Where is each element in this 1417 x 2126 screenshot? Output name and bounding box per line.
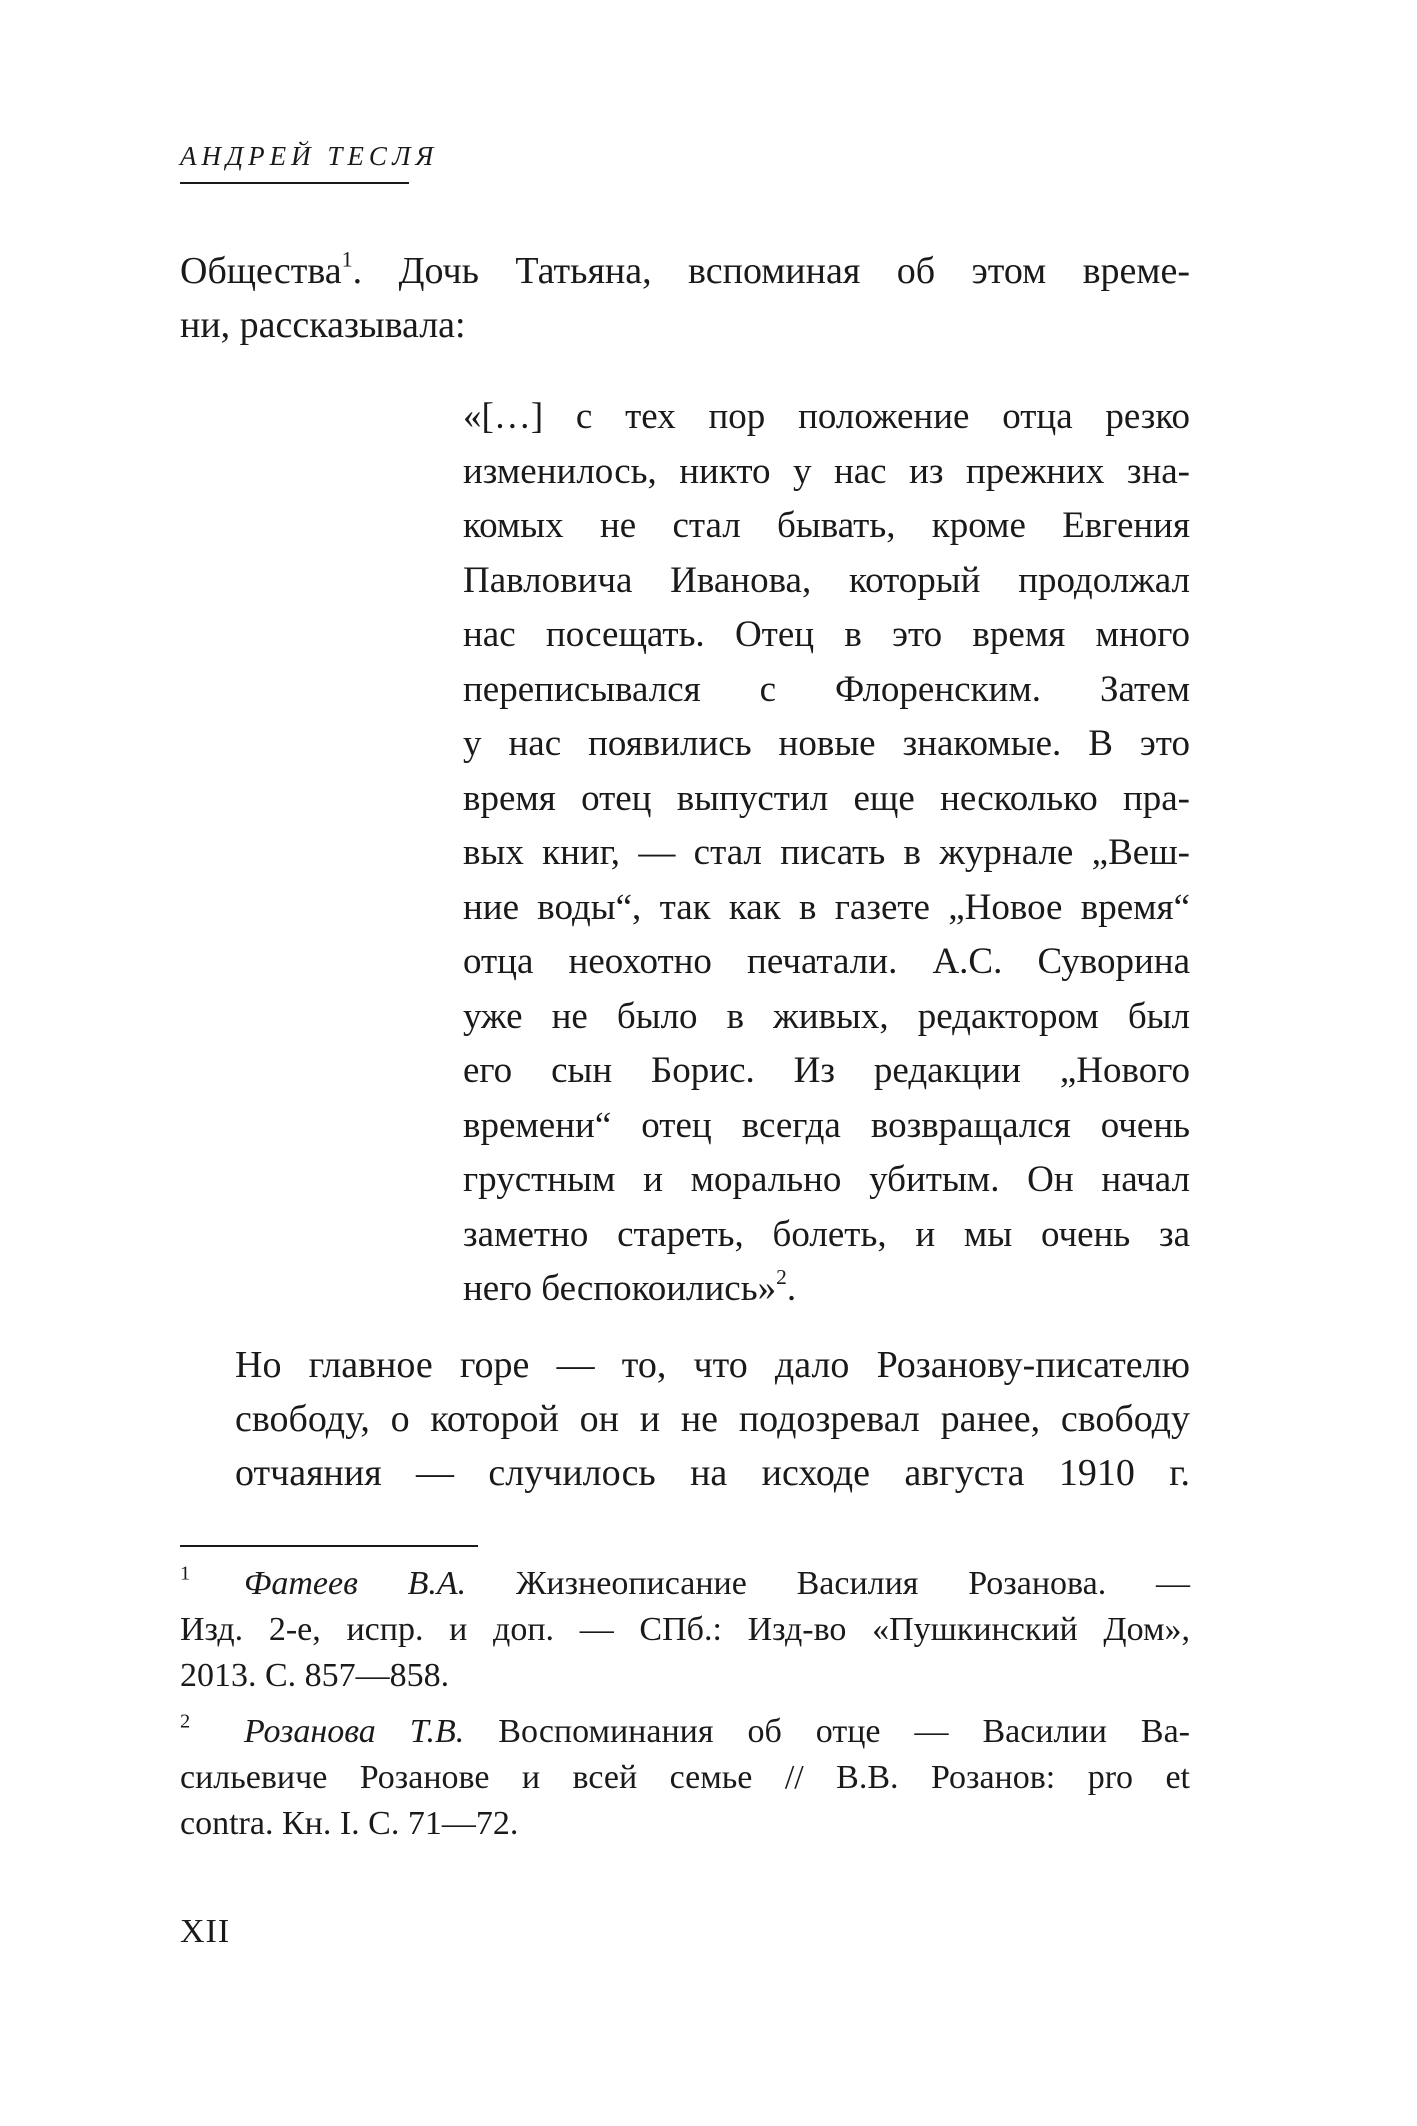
quote-line: нас посещать. Отец в это время много	[463, 614, 1190, 655]
quote-line: грустным и морально убитым. Он начал	[463, 1159, 1190, 1200]
paragraph-main	[180, 1338, 1190, 1500]
quote-line: ние воды“, так как в газете „Новое время“	[463, 886, 1190, 928]
footnote-line: 2013. С. 857—858.	[180, 1657, 450, 1694]
text-run: Воспоминания об отце — Василии Ва-	[464, 1713, 1190, 1750]
footnote-rule	[180, 1545, 478, 1547]
paragraph-line: свободу, о которой он и не подозревал ранее, свободу	[235, 1398, 1190, 1440]
running-title: АНДРЕЙ ТЕСЛЯ	[180, 141, 439, 171]
quote-line: у нас появились новые знакомые. В это	[463, 723, 1190, 764]
paragraph-line: отчаяния — случилось на исходе августа 1910 г.	[235, 1452, 1190, 1494]
footnote-line: Изд. 2-е, испр. и доп. — СПб.: Изд-во «Пушкинский Дом»,	[180, 1611, 1190, 1648]
footnote-2	[180, 1709, 1190, 1847]
footnote-line: сильевиче Розанове и всей семье // В.В. Розанов: pro et	[180, 1759, 1190, 1796]
block-quote	[463, 390, 1190, 1317]
footnote-ref: 1	[341, 246, 353, 272]
paragraph-line: ни, рассказывала:	[180, 304, 466, 346]
footnote-number	[180, 1561, 244, 1607]
quote-line: времени“ отец всегда возвращался очень	[463, 1104, 1190, 1146]
quote-line: переписывался с Флоренским. Затем	[463, 668, 1190, 710]
footnote-line: contra. Кн. I. С. 71—72.	[180, 1805, 519, 1842]
paragraph-line: Но главное горе — то, что дало Розанову-писателю	[235, 1344, 1190, 1386]
text-run: него беспокоились»	[463, 1268, 777, 1309]
text-run: Жизнеописание Василия Розанова. —	[466, 1565, 1190, 1602]
quote-line: заметно стареть, болеть, и мы очень за	[463, 1213, 1190, 1255]
header-rule	[180, 182, 409, 184]
footnote-ref: 2	[776, 1264, 787, 1289]
text-run: . Дочь Татьяна, вспоминая об этом време-	[352, 250, 1190, 292]
quote-line-last	[463, 1262, 1190, 1317]
footnote-line	[180, 1561, 1190, 1607]
quote-line: время отец выпустил еще несколько пра-	[463, 777, 1190, 819]
footnote-1	[180, 1561, 1190, 1699]
text-run: .	[786, 1268, 797, 1309]
footnote-number-label: 2	[180, 1710, 191, 1733]
quote-line: «[…] с тех пор положение отца резко	[463, 396, 1190, 437]
footnote-number-label: 1	[180, 1562, 191, 1585]
paragraph-top	[180, 244, 1190, 352]
quote-line: Павловича Иванова, который продолжал	[463, 559, 1190, 601]
paragraph-line	[180, 244, 1190, 298]
quote-line: его сын Борис. Из редакции „Нового	[463, 1050, 1190, 1091]
quote-line: комых не стал бывать, кроме Евгения	[463, 505, 1190, 546]
footnote-author: Фатеев В.А.	[244, 1565, 467, 1602]
text-run: Общества	[180, 250, 342, 292]
footnote-author: Розанова Т.В.	[244, 1713, 465, 1750]
quote-line: изменилось, никто у нас из прежних зна-	[463, 450, 1190, 492]
page-number: XII	[180, 1913, 231, 1950]
footnote-line	[180, 1709, 1190, 1755]
quote-line: вых книг, — стал писать в журнале „Веш-	[463, 832, 1190, 873]
quote-line: уже не было в живых, редактором был	[463, 995, 1190, 1037]
footnote-number	[180, 1709, 244, 1755]
quote-line: отца неохотно печатали. А.С. Суворина	[463, 941, 1190, 982]
